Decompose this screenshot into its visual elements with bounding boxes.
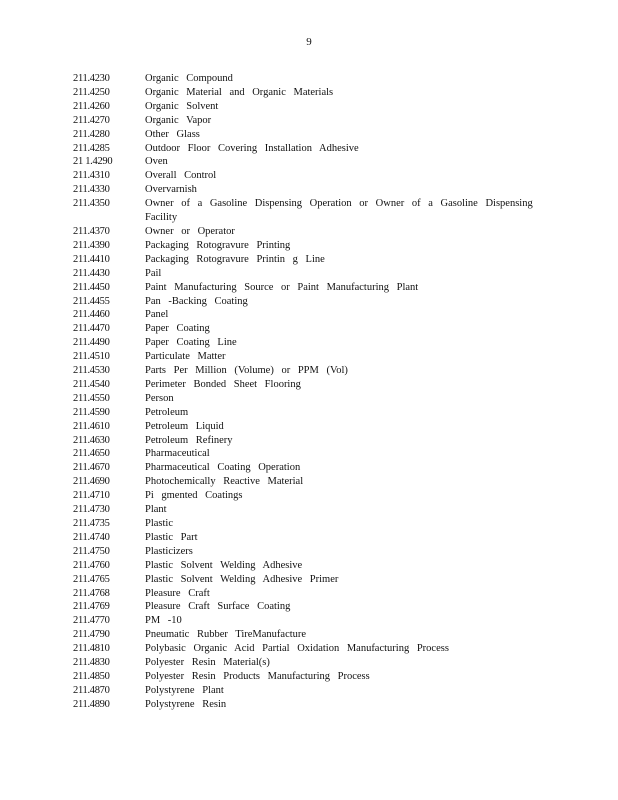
section-title: Outdoor Floor Covering Installation Adhesive: [145, 142, 359, 154]
section-title: Overvarnish: [145, 184, 197, 196]
list-item: [73, 155, 543, 169]
section-title: Polystyrene Resin: [145, 698, 227, 710]
list-item: [73, 239, 543, 253]
section-title: Polybasic Organic Acid Partial Oxidation Manufacturing Process: [145, 643, 449, 655]
list-item: [73, 642, 543, 656]
section-title: Petroleum Refinery: [145, 434, 233, 446]
section-title: Paper Coating Line: [145, 337, 237, 349]
list-item: [73, 281, 543, 295]
list-item: [73, 420, 543, 434]
list-item: [73, 267, 543, 281]
section-title: Pneumatic Rubber TireManufacture: [145, 629, 307, 641]
section-number: 211.4590: [73, 406, 110, 418]
section-number: 211.4285: [73, 142, 110, 154]
section-title: Photochemically Reactive Material: [145, 476, 304, 488]
section-title: Packaging Rotogravure Printing: [145, 239, 291, 251]
section-title: Panel: [145, 309, 169, 321]
section-number: 211.4460: [73, 309, 110, 321]
section-number: 211.4490: [73, 337, 110, 349]
section-number: 211.4455: [73, 295, 110, 307]
section-number: 211.4770: [73, 615, 110, 627]
list-item: [73, 600, 543, 614]
section-title: Organic Vapor: [145, 114, 212, 126]
section-number: 211.4370: [73, 225, 110, 237]
section-title: Polyester Resin Products Manufacturing Process: [145, 670, 370, 682]
list-item: [73, 100, 543, 114]
section-number: 211.4730: [73, 504, 110, 516]
section-title: Owner of a Gasoline Dispensing Operation or Owner of a Gasoline Dispensing Facility: [145, 198, 533, 224]
section-title: Polystyrene Plant: [145, 684, 224, 696]
section-title: Plastic Solvent Welding Adhesive Primer: [145, 573, 339, 585]
list-item: [73, 545, 543, 559]
list-item: [73, 489, 543, 503]
list-item: [73, 364, 543, 378]
section-number: 211.4270: [73, 114, 110, 126]
section-title: Overall Control: [145, 170, 217, 182]
section-number: 211.4870: [73, 684, 110, 696]
section-title: Pharmaceutical Coating Operation: [145, 462, 301, 474]
section-number: 211.4450: [73, 281, 110, 293]
section-title: Plastic Part: [145, 531, 198, 543]
list-item: [73, 295, 543, 309]
list-item: [73, 86, 543, 100]
list-item: [73, 531, 543, 545]
section-title: Other Glass: [145, 128, 200, 140]
section-number: 211.4790: [73, 629, 110, 641]
section-number: 211.4230: [73, 73, 110, 84]
section-number: 211.4650: [73, 448, 110, 460]
section-title: Plasticizers: [145, 545, 193, 557]
section-number: 211.4610: [73, 420, 110, 432]
section-number: 211.4768: [73, 587, 110, 599]
list-item: [73, 503, 543, 517]
section-title: Petroleum: [145, 406, 189, 418]
list-item: [73, 434, 543, 448]
section-title: Polyester Resin Material(s): [145, 657, 270, 669]
list-item: [73, 475, 543, 489]
section-number: 211.4740: [73, 531, 110, 543]
section-number: 211.4670: [73, 462, 110, 474]
section-number: 211.4850: [73, 670, 110, 682]
section-number: 211.4510: [73, 351, 110, 363]
list-item: [73, 670, 543, 684]
list-item: [73, 253, 543, 267]
section-title: Plastic: [145, 518, 173, 529]
section-number: 211.4810: [73, 643, 110, 655]
section-number: 211.4330: [73, 184, 110, 196]
list-item: [73, 698, 543, 712]
section-title: Plant: [145, 504, 167, 516]
section-title: Pleasure Craft: [145, 587, 210, 599]
list-item: [73, 406, 543, 420]
section-number: 211.4690: [73, 476, 110, 488]
list-item: [73, 684, 543, 698]
section-number: 211.4430: [73, 267, 110, 279]
list-item: [73, 573, 543, 587]
section-title: Pleasure Craft Surface Coating: [145, 601, 291, 613]
list-item: [73, 114, 543, 128]
section-list: [73, 72, 543, 712]
section-title: Particulate Matter: [145, 351, 226, 363]
section-number: 211.4260: [73, 100, 110, 112]
list-item: [73, 72, 543, 86]
list-item: [73, 614, 543, 628]
section-title: PM -10: [145, 615, 182, 627]
section-title: Pan -Backing Coating: [145, 295, 248, 307]
list-item: [73, 378, 543, 392]
list-item: [73, 128, 543, 142]
section-title: Petroleum Liquid: [145, 420, 224, 432]
section-number: 211.4390: [73, 239, 110, 251]
list-item: [73, 628, 543, 642]
section-title: Packaging Rotogravure Printin g Line: [145, 253, 325, 265]
section-title: Organic Material and Organic Materials: [145, 86, 334, 98]
list-item: [73, 225, 543, 239]
list-item: [73, 461, 543, 475]
section-number: 211.4830: [73, 657, 110, 669]
section-title: Organic Compound: [145, 73, 233, 84]
list-item: [73, 656, 543, 670]
section-number: 211.4310: [73, 170, 110, 182]
list-item: [73, 559, 543, 573]
section-title: Paper Coating: [145, 323, 210, 335]
section-number: 211.4750: [73, 545, 110, 557]
section-number: 211.4890: [73, 698, 110, 710]
section-number: 211.4735: [73, 518, 110, 529]
section-title: Organic Solvent: [145, 100, 219, 112]
section-title: Parts Per Million (Volume) or PPM (Vol): [145, 365, 348, 377]
section-title: Pail: [145, 267, 162, 279]
section-title: Pi gmented Coatings: [145, 490, 243, 502]
list-item: [73, 308, 543, 322]
list-item: [73, 517, 543, 531]
section-title: Plastic Solvent Welding Adhesive: [145, 559, 303, 571]
list-item: [73, 197, 543, 225]
section-number: 211.4765: [73, 573, 110, 585]
list-item: [73, 447, 543, 461]
section-number: 211.4280: [73, 128, 110, 140]
list-item: [73, 183, 543, 197]
section-number: 211.4250: [73, 86, 110, 98]
section-number: 211.4470: [73, 323, 110, 335]
section-title: Perimeter Bonded Sheet Flooring: [145, 378, 301, 390]
list-item: [73, 350, 543, 364]
list-item: [73, 142, 543, 156]
list-item: [73, 587, 543, 601]
list-item: [73, 169, 543, 183]
section-title: Pharmaceutical: [145, 448, 210, 460]
list-item: [73, 392, 543, 406]
section-title: Oven: [145, 156, 168, 168]
section-number: 211.4410: [73, 253, 110, 265]
section-number: 211.4710: [73, 490, 110, 502]
page-number: 9: [306, 36, 312, 48]
section-number: 21 1.4290: [73, 156, 113, 168]
list-item: [73, 322, 543, 336]
section-title: Owner or Operator: [145, 225, 235, 237]
section-number: 211.4550: [73, 392, 110, 404]
section-title: Person: [145, 392, 174, 404]
section-number: 211.4630: [73, 434, 110, 446]
section-number: 211.4350: [73, 198, 110, 210]
list-item: [73, 336, 543, 350]
section-number: 211.4760: [73, 559, 110, 571]
section-number: 211.4769: [73, 601, 110, 613]
section-number: 211.4530: [73, 365, 110, 377]
section-number: 211.4540: [73, 378, 110, 390]
section-title: Paint Manufacturing Source or Paint Manufacturing Plant: [145, 281, 419, 293]
